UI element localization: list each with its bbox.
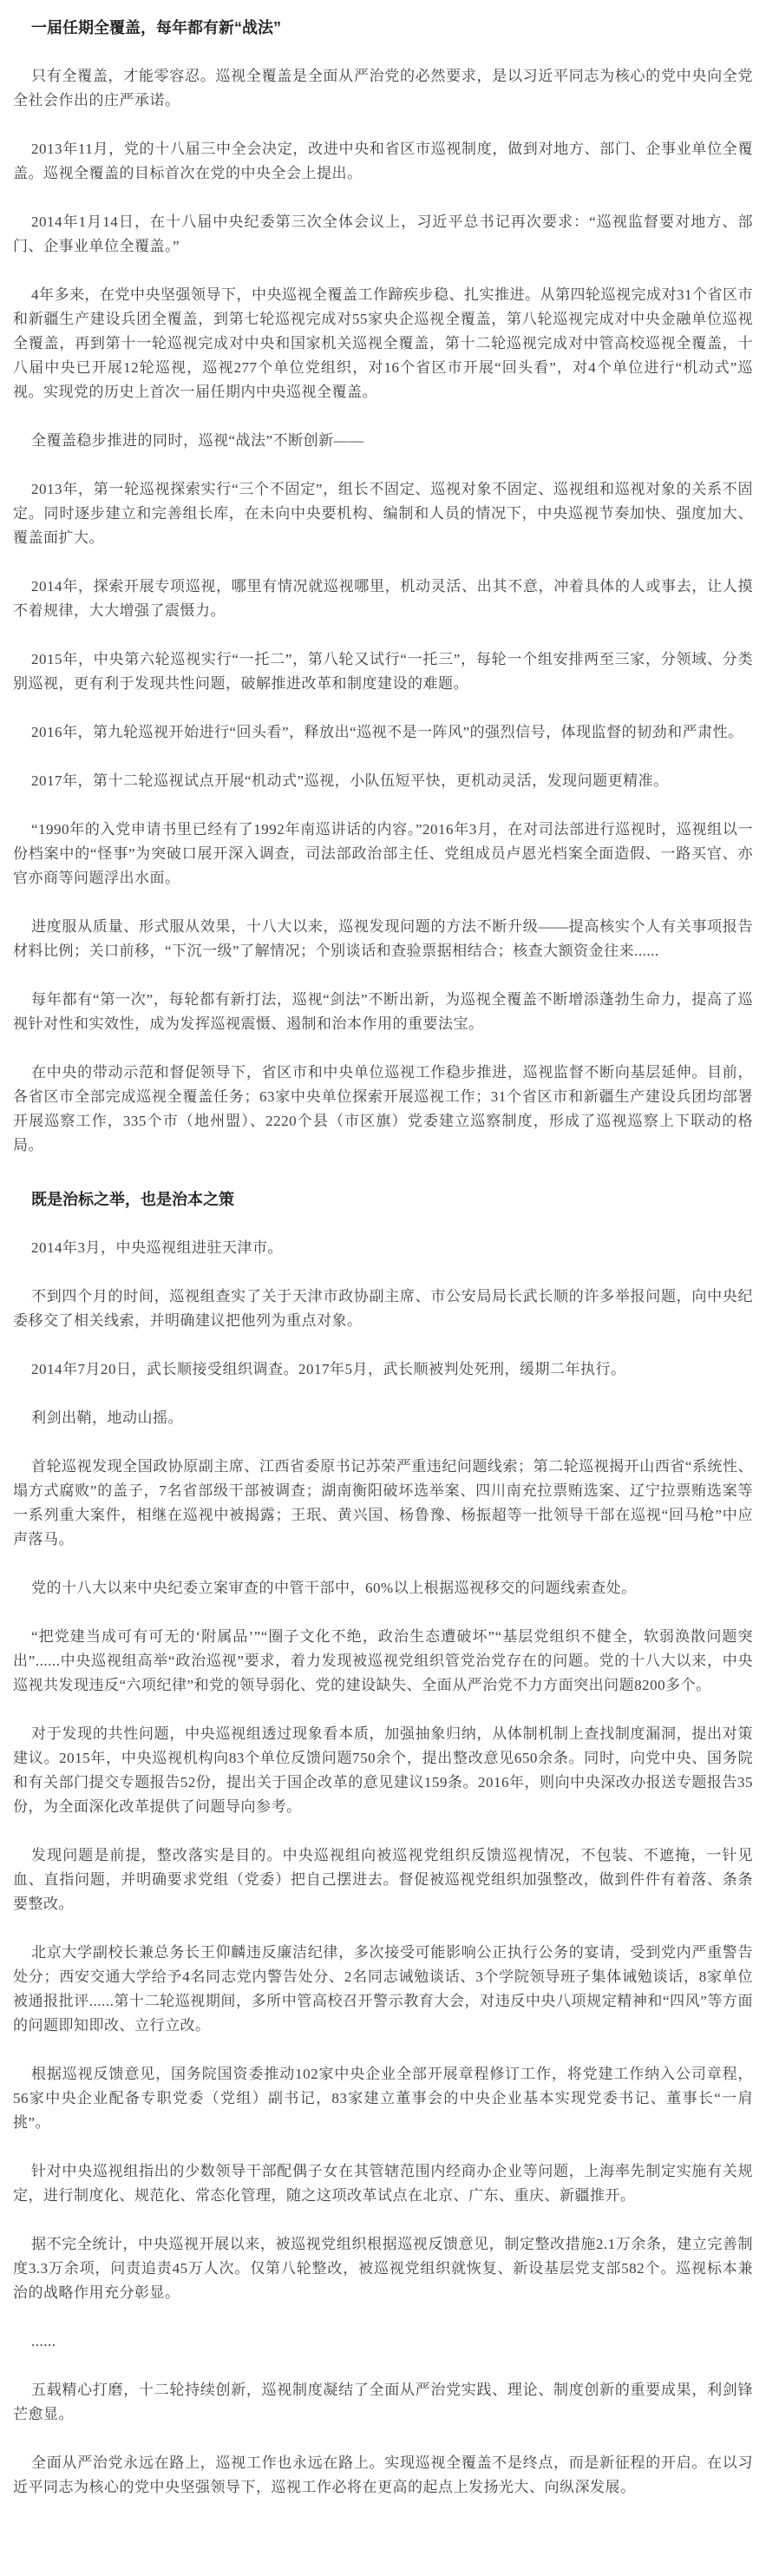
paragraph: 2015年，中央第六轮巡视实行“一托二”，第八轮又试行“一托三”，每轮一个组安排两至三家，分领域、分类别巡视，更有利于发现共性问题，破解推进改革和制度建设的难题。 xyxy=(13,651,753,692)
paragraph: 据不完全统计，中央巡视开展以来，被巡视党组织根据巡视反馈意见，制定整改措施2.1万余条，建立完善制度3.3万余项，问责追责45万人次。仅第八轮整改，被巡视党组织就恢复、新设基层党支部582个。巡视标本兼治的战略作用充分彰显。 xyxy=(13,2236,753,2301)
paragraph: 五载精心打磨，十二轮持续创新，巡视制度凝结了全面从严治党实践、理论、制度创新的重要成果，利剑锋芒愈显。 xyxy=(13,2382,753,2422)
paragraph: 不到四个月的时间，巡视组查实了关于天津市政协副主席、市公安局局长武长顺的许多举报问题，向中央纪委移交了相关线索，并明确建议把他列为重点对象。 xyxy=(13,1288,753,1329)
paragraph: 对于发现的共性问题，中央巡视组透过现象看本质，加强抽象归纳，从体制机制上查找制度漏洞，提出对策建议。2015年，中央巡视机构向83个单位反馈问题750余个，提出整改意见650余条。同时，向党中央、国务院和有关部门提交专题报告52份，提出关于国企改革的意见建议159条。2016年，则向中央深改办报送专题报告35份，为全面深化改革提供了问题导向参考。 xyxy=(13,1725,753,1815)
section-heading-2: 既是治标之举，也是治本之策 xyxy=(31,1191,234,1208)
paragraph: 北京大学副校长兼总务长王仰麟违反廉洁纪律，多次接受可能影响公正执行公务的宴请，受到党内严重警告处分；西安交通大学给予4名同志党内警告处分、2名同志诫勉谈话、3个学院领导班子集体诫勉谈话，8家单位被通报批评......第十二轮巡视期间，多所中管高校召开警示教育大会，对违反中央八项规定精神和“四风”等方面的问题即知即改、立行立改。 xyxy=(13,1944,753,2034)
paragraph: 根据巡视反馈意见，国务院国资委推动102家中央企业全部开展章程修订工作，将党建工作纳入公司章程，56家中央企业配备专职党委（党组）副书记，83家建立董事会的中央企业基本实现党委书记、董事长“一肩挑”。 xyxy=(13,2066,753,2131)
paragraph: 每年都有“第一次”，每轮都有新打法，巡视“剑法”不断出新，为巡视全覆盖不断增添蓬勃生命力，提高了巡视针对性和实效性，成为发挥巡视震慑、遏制和治本作用的重要法宝。 xyxy=(13,991,753,1032)
paragraph: 利剑出鞘，地动山摇。 xyxy=(31,1410,183,1426)
paragraph: 只有全覆盖，才能零容忍。巡视全覆盖是全面从严治党的必然要求，是以习近平同志为核心的党中央向全党全社会作出的庄严承诺。 xyxy=(13,68,753,108)
paragraph: 2014年7月20日，武长顺接受组织调查。2017年5月，武长顺被判处死刑，缓期二年执行。 xyxy=(31,1361,626,1377)
paragraph: 发现问题是前提，整改落实是目的。中央巡视组向被巡视党组织反馈巡视情况，不包装、不遮掩，一针见血、直指问题，并明确要求党组（党委）把自己摆进去。督促被巡视党组织加强整改，做到件件有着落、条条要整改。 xyxy=(13,1847,753,1912)
paragraph: 首轮巡视发现全国政协原副主席、江西省委原书记苏荣严重违纪问题线索；第二轮巡视揭开山西省“系统性、塌方式腐败”的盖子，7名省部级干部被调查；湖南衡阳破坏选举案、四川南充拉票贿选案、辽宁拉票贿选案等一系列重大案件，相继在巡视中被揭露；王珉、黄兴国、杨鲁豫、杨振超等一批领导干部在巡视“回马枪”中应声落马。 xyxy=(13,1458,753,1548)
paragraph: 针对中央巡视组指出的少数领导干部配偶子女在其管辖范围内经商办企业等问题，上海率先制定实施有关规定，进行制度化、规范化、常态化管理，随之这项改革试点在北京、广东、重庆、新疆推开。 xyxy=(13,2163,753,2204)
paragraph: “1990年的入党申请书里已经有了1992年南巡讲话的内容。”2016年3月，在对司法部进行巡视时，巡视组以一份档案中的“怪事”为突破口展开深入调查，司法部政治部主任、党组成员卢恩光档案全面造假、一路买官、亦官亦商等问题浮出水面。 xyxy=(13,821,753,886)
ellipsis-paragraph: ...... xyxy=(31,2333,56,2349)
paragraph: 2017年，第十二轮巡视试点开展“机动式”巡视，小队伍短平快，更机动灵活，发现问题更精准。 xyxy=(31,772,669,789)
paragraph: 在中央的带动示范和督促领导下，省区市和中央单位巡视工作稳步推进，巡视监督不断向基层延伸。目前，各省区市全部完成巡视全覆盖任务；63家中央单位探索开展巡视工作；31个省区市和新疆生产建设兵团均部署开展巡察工作，335个市（地州盟）、2220个县（市区旗）党委建立巡察制度，形成了巡视巡察上下联动的格局。 xyxy=(13,1064,753,1153)
paragraph: 全面从严治党永远在路上，巡视工作也永远在路上。实现巡视全覆盖不是终点，而是新征程的开启。在以习近平同志为核心的党中央坚强领导下，巡视工作必将在更高的起点上发扬光大、向纵深发展。 xyxy=(13,2454,753,2495)
paragraph: 党的十八大以来中央纪委立案审查的中管干部中，60%以上根据巡视移交的问题线索查处。 xyxy=(31,1580,637,1596)
article-body xyxy=(13,16,753,2500)
paragraph: 2014年，探索开展专项巡视，哪里有情况就巡视哪里，机动灵活、出其不意，冲着具体的人或事去，让人摸不着规律，大大增强了震慑力。 xyxy=(13,578,753,619)
section-heading-1: 一届任期全覆盖，每年都有新“战法” xyxy=(31,19,281,36)
paragraph: 2016年，第九轮巡视开始进行“回头看”，释放出“巡视不是一阵风”的强烈信号，体现监督的韧劲和严肃性。 xyxy=(31,724,743,740)
paragraph: 4年多来，在党中央坚强领导下，中央巡视全覆盖工作蹄疾步稳、扎实推进。从第四轮巡视完成对31个省区市和新疆生产建设兵团全覆盖，到第七轮巡视完成对55家央企巡视全覆盖，第八轮巡视完成对中央金融单位巡视全覆盖，再到第十一轮巡视完成对中央和国家机关巡视全覆盖，第十二轮巡视完成对中管高校巡视全覆盖，十八届中央已开展12轮巡视，巡视277个单位党组织，对16个省区市开展“回头看”，对4个单位进行“机动式”巡视。实现党的历史上首次一届任期内中央巡视全覆盖。 xyxy=(13,286,753,400)
paragraph: “把党建当成可有可无的‘附属品’”“圈子文化不绝，政治生态遭破坏”“基层党组织不健全，软弱涣散问题突出”......中央巡视组高举“政治巡视”要求，着力发现被巡视党组织管党治党存在的问题。党的十八大以来，中央巡视共发现违反“六项纪律”和党的领导弱化、党的建设缺失、全面从严治党不力方面突出问题8200多个。 xyxy=(13,1628,753,1693)
paragraph: 2014年1月14日，在十八届中央纪委第三次全体会议上，习近平总书记再次要求：“巡视监督要对地方、部门、企事业单位全覆盖。” xyxy=(13,214,753,254)
paragraph: 进度服从质量、形式服从效果，十八大以来，巡视发现问题的方法不断升级——提高核实个人有关事项报告材料比例；关口前移，“下沉一级”了解情况；个别谈话和查验票据相结合；核查大额资金往来...... xyxy=(13,918,753,959)
paragraph: 2013年11月，党的十八届三中全会决定，改进中央和省区市巡视制度，做到对地方、部门、企事业单位全覆盖。巡视全覆盖的目标首次在党的中央全会上提出。 xyxy=(13,141,753,181)
paragraph: 2013年，第一轮巡视探索实行“三个不固定”，组长不固定、巡视对象不固定、巡视组和巡视对象的关系不固定。同时逐步建立和完善组长库，在未向中央要机构、编制和人员的情况下，中央巡视节奏加快、强度加大、覆盖面扩大。 xyxy=(13,481,753,546)
paragraph: 2014年3月，中央巡视组进驻天津市。 xyxy=(31,1239,283,1256)
paragraph: 全覆盖稳步推进的同时，巡视“战法”不断创新—— xyxy=(31,432,364,449)
